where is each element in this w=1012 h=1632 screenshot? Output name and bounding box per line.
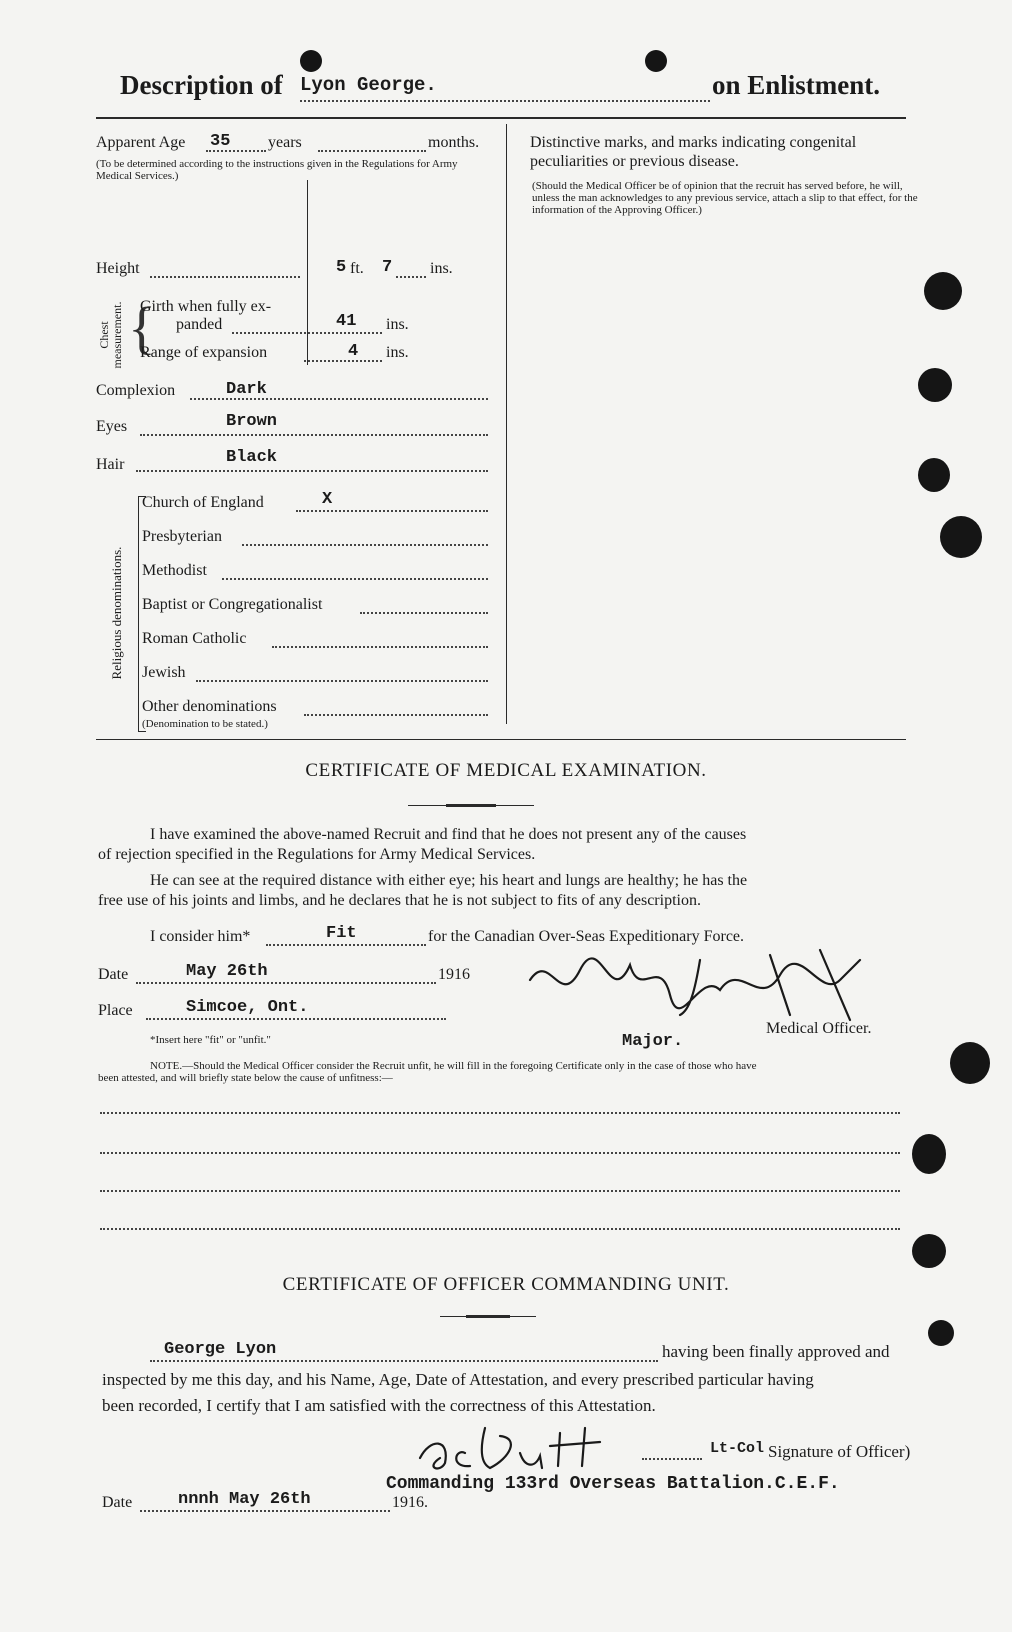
age-note: (To be determined according to the instructions given in the Regulations for Army Medical Services.) — [96, 158, 458, 182]
inches-label: ins. — [430, 260, 453, 277]
girth-ins: ins. — [386, 316, 409, 333]
column-divider — [506, 124, 507, 724]
punch-hole — [918, 368, 952, 402]
commanding-officer-rank: Lt-Col — [710, 1440, 765, 1457]
medical-date-fill — [136, 982, 436, 984]
months-fill — [318, 150, 426, 152]
distinctive-marks-heading-2: peculiarities or previous disease. — [530, 153, 739, 170]
header-suffix: on Enlistment. — [712, 70, 881, 100]
religion-fill — [242, 544, 488, 546]
religion-brace-line — [138, 496, 139, 732]
commanding-date-fill — [140, 1510, 390, 1512]
religion-fill — [272, 646, 488, 648]
religion-fill — [296, 510, 488, 512]
unfit-note-line2: been attested, and will briefly state below the cause of unfitness:— — [98, 1072, 393, 1084]
consider-suffix: for the Canadian Over-Seas Expeditionary Force. — [428, 928, 745, 945]
hair-value: Black — [226, 448, 278, 467]
girth-label-1: Girth when fully ex- — [140, 298, 272, 315]
unfit-note-line1: NOTE.—Should the Medical Officer consider the Recruit unfit, he will fill in the foregoing Certificate only in the case of those who have — [150, 1060, 757, 1072]
religion-fill — [222, 578, 488, 580]
medical-para2-line2: free use of his joints and limbs, and he declares that he is not subject to fits of any description. — [98, 892, 701, 909]
hair-label: Hair — [96, 456, 125, 473]
unfit-cause-line — [100, 1152, 900, 1154]
place-value: Simcoe, Ont. — [186, 998, 309, 1017]
commanding-line2: inspected by me this day, and his Name, Age, Date of Attestation, and every prescribed particular having — [102, 1370, 814, 1389]
religion-side-label: Religious denominations. — [109, 546, 124, 680]
girth-label-2: panded — [176, 316, 223, 333]
complexion-label: Complexion — [96, 382, 176, 399]
religion-fill — [304, 714, 488, 716]
range-ins: ins. — [386, 344, 409, 361]
religion-presbyterian-label: Presbyterian — [142, 528, 222, 545]
distinctive-marks-heading-1: Distinctive marks, and marks indicating congenital — [530, 134, 857, 151]
header-prefix: Description of — [120, 70, 283, 100]
hair-fill — [136, 470, 488, 472]
inches-fill — [396, 276, 426, 278]
place-label: Place — [98, 1002, 133, 1019]
complexion-value: Dark — [226, 380, 267, 399]
commanding-unit-line: Commanding 133rd Overseas Battalion.C.E.F. — [386, 1474, 840, 1494]
punch-hole — [924, 272, 962, 310]
punch-hole — [645, 50, 667, 72]
title-ornament-center — [466, 1315, 510, 1318]
punch-hole — [300, 50, 322, 72]
medical-officer-rank: Major. — [622, 1032, 684, 1051]
commanding-certificate-title: CERTIFICATE OF OFFICER COMMANDING UNIT. — [282, 1274, 730, 1295]
months-label: months. — [428, 134, 480, 151]
punch-hole — [918, 458, 950, 492]
consider-prefix: I consider him* — [150, 928, 251, 945]
unfit-cause-line — [100, 1190, 900, 1192]
unfit-cause-line — [100, 1228, 900, 1230]
religion-jewish-label: Jewish — [142, 664, 186, 681]
medical-date-label: Date — [98, 966, 129, 983]
punch-hole — [912, 1234, 946, 1268]
commanding-date-label: Date — [102, 1494, 133, 1511]
section-rule — [96, 739, 906, 740]
unfit-cause-line — [100, 1112, 900, 1114]
religion-other-note: (Denomination to be stated.) — [142, 718, 268, 730]
religion-methodist-label: Methodist — [142, 562, 207, 579]
signature-of-officer-label: Signature of Officer) — [768, 1442, 911, 1461]
religion-church-of-england-mark: X — [322, 490, 333, 509]
commanding-line3: been recorded, I certify that I am satisfied with the correctness of this Attestation. — [102, 1396, 656, 1415]
girth-value: 41 — [336, 312, 357, 331]
punch-hole — [912, 1134, 946, 1174]
medical-date-value: May 26th — [186, 962, 268, 981]
religion-baptist-label: Baptist or Congregationalist — [142, 596, 323, 613]
fit-fill — [266, 944, 426, 946]
religion-roman-catholic-label: Roman Catholic — [142, 630, 247, 647]
eyes-value: Brown — [226, 412, 278, 431]
commanding-date-value: nnnh May 26th — [178, 1490, 311, 1509]
height-label: Height — [96, 260, 140, 277]
fit-insert-note: *Insert here "fit" or "unfit." — [150, 1034, 271, 1046]
distinctive-marks-note: (Should the Medical Officer be of opinion that the recruit has served before, he will, unless the man acknowledges to any previous service, attach a slip to that effect, for the information of the Approving Officer.) — [532, 180, 918, 216]
commanding-line1-suffix: having been finally approved and — [662, 1342, 890, 1361]
eyes-fill — [140, 434, 488, 436]
top-rule — [96, 117, 906, 119]
religion-church-of-england-label: Church of England — [142, 494, 264, 511]
range-value: 4 — [348, 342, 359, 361]
range-fill — [304, 360, 382, 362]
medical-certificate-title: CERTIFICATE OF MEDICAL EXAMINATION. — [305, 760, 707, 781]
apparent-age-label: Apparent Age — [96, 134, 186, 151]
header-fill-line — [300, 100, 710, 102]
religion-fill — [360, 612, 488, 614]
religion-other-label: Other denominations — [142, 698, 277, 715]
chest-brace: { — [128, 295, 156, 360]
place-fill — [146, 1018, 446, 1020]
measure-divider — [307, 180, 308, 365]
height-fill — [150, 276, 300, 278]
medical-para1-line1: I have examined the above-named Recruit and find that he does not present any of the causes — [150, 826, 747, 843]
eyes-label: Eyes — [96, 418, 128, 435]
feet-label: ft. — [350, 260, 364, 277]
apparent-age-value: 35 — [210, 132, 231, 151]
religion-fill — [196, 680, 488, 682]
commanding-officer-signature — [410, 1418, 650, 1478]
range-label: Range of expansion — [140, 344, 268, 361]
medical-officer-label: Medical Officer. — [766, 1020, 872, 1037]
medical-para1-line2: of rejection specified in the Regulations for Army Medical Services. — [98, 846, 536, 863]
recruit-name-header: Lyon George. — [300, 74, 437, 96]
recruit-name-fill — [150, 1360, 658, 1362]
punch-hole — [940, 516, 982, 558]
signature-fill — [642, 1458, 702, 1460]
chest-side-label: Chest measurement. — [97, 301, 124, 369]
commanding-year: 1916. — [392, 1494, 428, 1511]
commanding-recruit-name: George Lyon — [164, 1340, 277, 1359]
medical-year: 1916 — [438, 966, 470, 983]
title-ornament-center — [446, 804, 496, 807]
height-feet-value: 5 — [336, 258, 347, 277]
years-label: years — [268, 134, 302, 151]
punch-hole — [950, 1042, 990, 1084]
medical-officer-signature — [520, 940, 900, 1030]
height-inches-value: 7 — [382, 258, 393, 277]
religion-brace-bottom — [138, 731, 146, 732]
fit-value: Fit — [326, 924, 357, 943]
medical-para2-line1: He can see at the required distance with either eye; his heart and lungs are healthy; he has the — [150, 872, 748, 889]
punch-hole — [928, 1320, 954, 1346]
girth-fill — [232, 332, 382, 334]
